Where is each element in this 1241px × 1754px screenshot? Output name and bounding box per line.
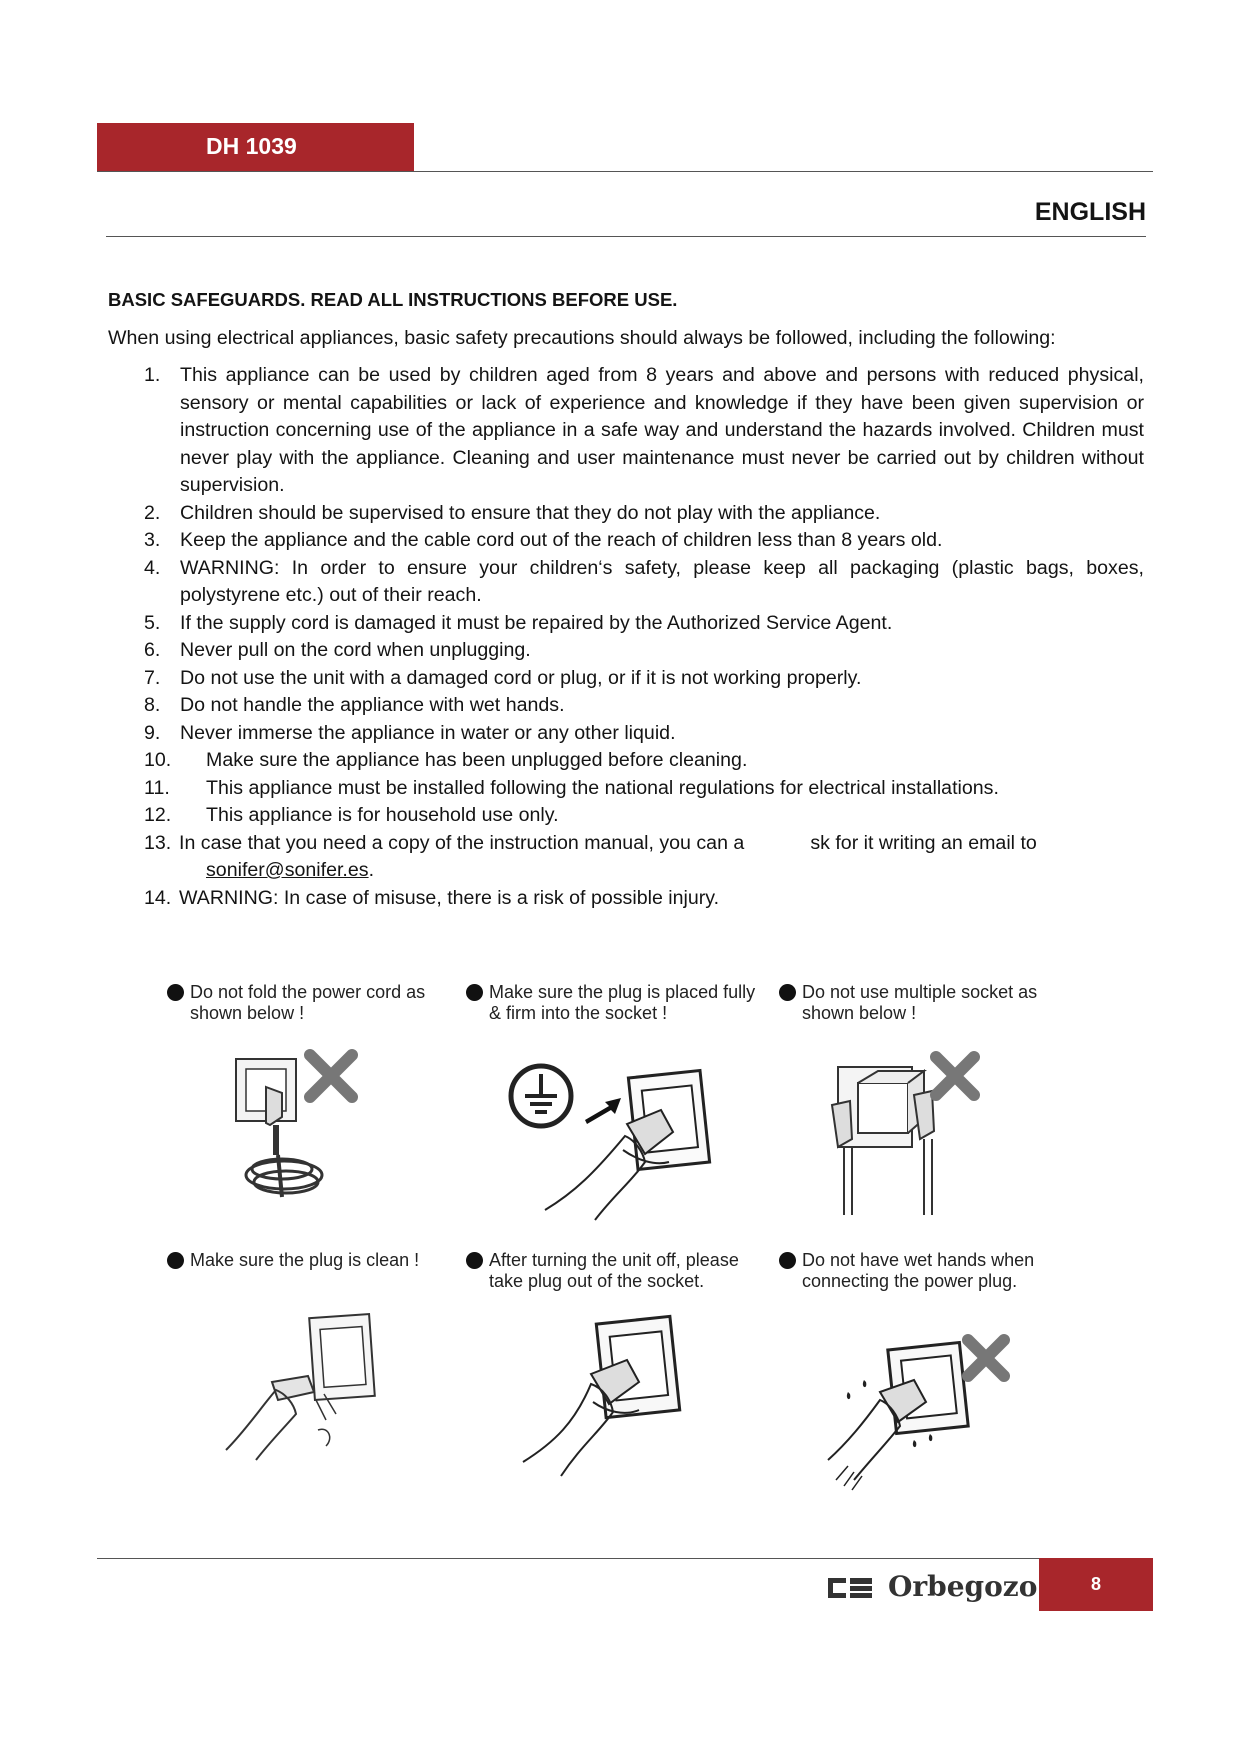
- bullet-icon: [167, 1252, 184, 1269]
- brand-name: Orbegozo: [888, 1570, 1038, 1603]
- bullet-icon: [779, 1252, 796, 1269]
- unplug-icon: [515, 1312, 715, 1492]
- plug-insert-icon: [505, 1062, 745, 1232]
- safeguards-intro: When using electrical appliances, basic safety precautions should always be followed, including the following:: [108, 327, 1056, 349]
- figure-caption: Make sure the plug is clean !: [190, 1250, 420, 1270]
- list-item: 14. WARNING: In case of misuse, there is a risk of possible injury.: [144, 886, 720, 909]
- figure-caption: Do not fold the power cord as shown below !: [190, 982, 426, 1023]
- bullet-icon: [466, 1252, 483, 1269]
- figure-unplug: [465, 1250, 765, 1292]
- figure-plug-firm: [465, 982, 765, 1024]
- figure-caption: After turning the unit off, please take plug out of the socket.: [489, 1250, 739, 1291]
- clean-plug-icon: [216, 1310, 416, 1490]
- figure-wet-hands: [778, 1250, 1078, 1292]
- figure-fold-cord: [166, 982, 466, 1024]
- brand-mark-icon: [828, 1576, 872, 1600]
- list-item: 4. WARNING: In order to ensure your children‘s safety, please keep all packaging (plastic bags, boxes, polystyrene etc.) out of their reach.: [144, 556, 1144, 606]
- bullet-icon: [167, 984, 184, 1001]
- figure-clean-plug: [166, 1250, 466, 1271]
- brand-logo: [828, 1570, 1038, 1606]
- multiple-socket-icon: [818, 1047, 1008, 1227]
- figure-caption: Make sure the plug is placed fully & firm into the socket !: [489, 982, 756, 1023]
- list-item: 12. This appliance is for household use only.: [144, 804, 559, 826]
- safeguards-section: [108, 286, 1144, 912]
- safety-illustrations: [160, 982, 1090, 1512]
- list-item: 10. Make sure the appliance has been unplugged before cleaning.: [144, 749, 748, 771]
- list-item: 9. Never immerse the appliance in water or any other liquid.: [144, 721, 676, 744]
- folded-cord-icon: [226, 1047, 406, 1217]
- page-number: 8: [1039, 1558, 1153, 1611]
- figure-caption: Do not use multiple socket as shown below !: [802, 982, 1038, 1023]
- list-item: 13. In case that you need a copy of the instruction manual, you can a sk for it writing an email to sonifer@sonifer.es.: [144, 831, 1037, 881]
- safeguards-list: [108, 362, 1144, 912]
- model-tab: [97, 123, 414, 171]
- list-item: 11. This appliance must be installed following the national regulations for electrical installations.: [144, 776, 999, 799]
- list-item: 1. This appliance can be used by children aged from 8 years and above and persons with reduced physical, sensory or mental capabilities or lack of experience and knowledge if they have been given supervision or instruction concerning use of the appliance in a safe way and understand the hazards involved. Children must never play with the appliance. Cleaning and user maintenance must never be carried out by children without supervision.: [144, 364, 1144, 496]
- list-item: 7. Do not use the unit with a damaged cord or plug, or if it is not working properly.: [144, 666, 862, 689]
- model-label: DH 1039: [206, 133, 297, 159]
- language-label: ENGLISH: [1034, 198, 1146, 226]
- list-item: 8. Do not handle the appliance with wet hands.: [144, 694, 565, 716]
- footer-rule: [97, 1558, 1153, 1559]
- list-item: 3. Keep the appliance and the cable cord out of the reach of children less than 8 years old.: [144, 529, 943, 551]
- language-rule: [106, 236, 1146, 237]
- email-link[interactable]: sonifer@sonifer.es: [206, 859, 369, 881]
- list-item: 2. Children should be supervised to ensure that they do not play with the appliance.: [144, 501, 881, 524]
- wet-hands-icon: [818, 1330, 1018, 1495]
- bullet-icon: [779, 984, 796, 1001]
- list-item: 5. If the supply cord is damaged it must be repaired by the Authorized Service Agent.: [144, 611, 893, 634]
- figure-multiple-socket: [778, 982, 1078, 1024]
- bullet-icon: [466, 984, 483, 1001]
- safeguards-heading: BASIC SAFEGUARDS. READ ALL INSTRUCTIONS BEFORE USE.: [108, 289, 678, 310]
- header-rule: [97, 171, 1153, 172]
- figure-caption: Do not have wet hands when connecting the power plug.: [802, 1250, 1035, 1291]
- list-item: 6. Never pull on the cord when unplugging.: [144, 639, 531, 661]
